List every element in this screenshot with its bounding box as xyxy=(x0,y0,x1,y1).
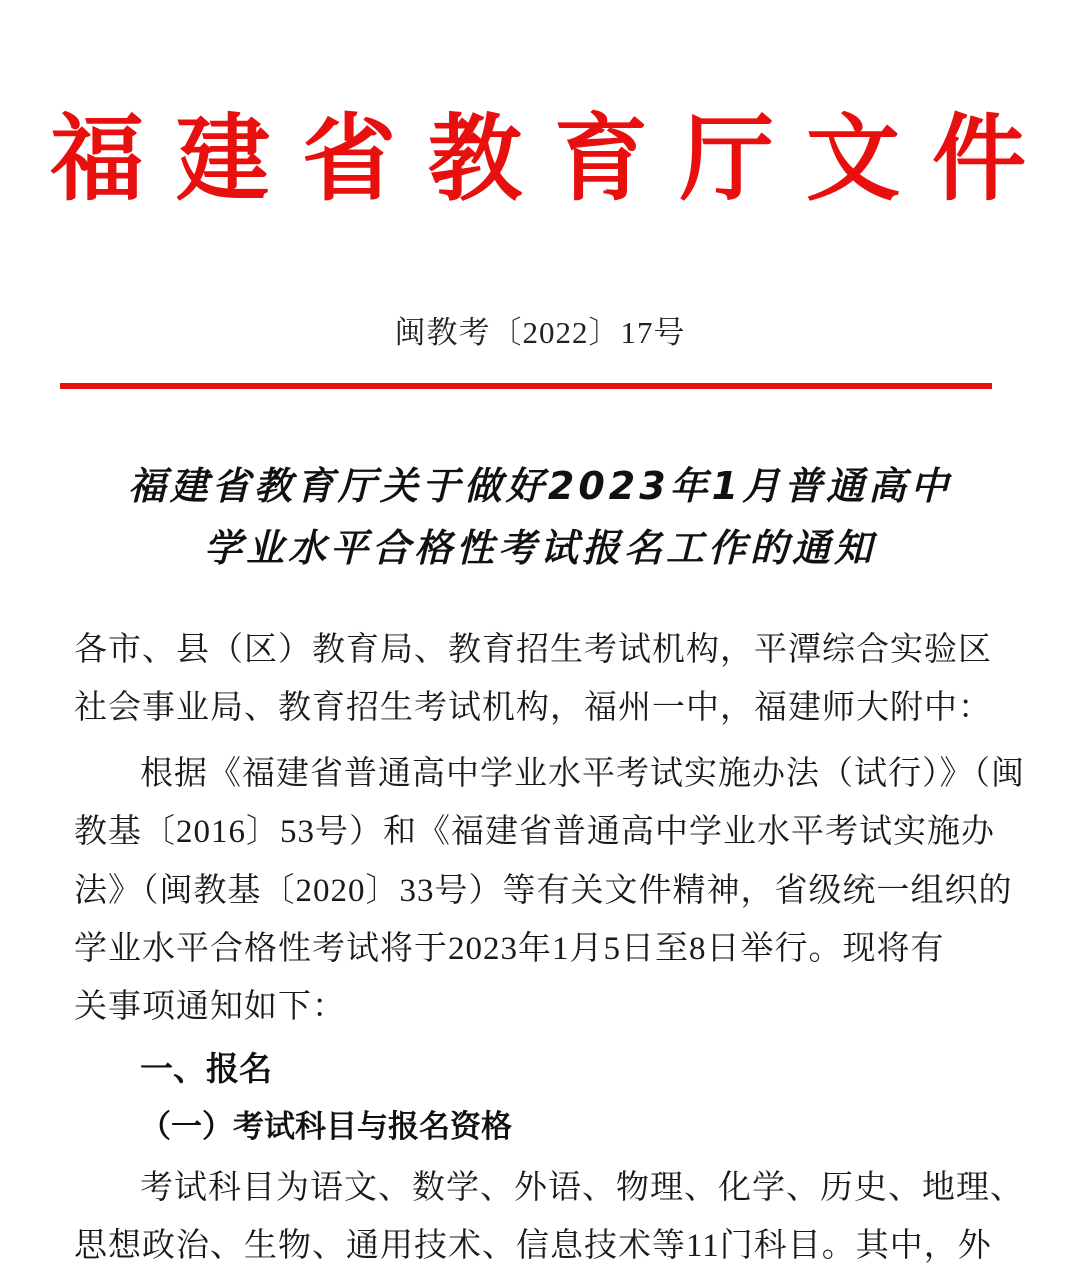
document-number: 闽教考〔2022〕17号 xyxy=(394,315,686,350)
paragraph-1-line-5: 关事项通知如下： xyxy=(74,989,346,1025)
paragraph-2-line-1: 考试科目为语文、数学、外语、物理、化学、历史、地理、 xyxy=(140,1170,1024,1206)
recipients-line-1: 各市、县（区）教育局、教育招生考试机构，平潭综合实验区 xyxy=(74,632,992,668)
subsection-heading-subjects: （一）考试科目与报名资格 xyxy=(140,1109,512,1145)
paragraph-1-line-4: 学业水平合格性考试将于2023年1月5日至8日举行。现将有 xyxy=(74,931,945,967)
letterhead-title: 福建省教育厅文件 xyxy=(50,104,1059,214)
paragraph-1-line-3: 法》（闽教基〔2020〕33号）等有关文件精神，省级统一组织的 xyxy=(74,873,1013,909)
paragraph-1-line-1: 根据《福建省普通高中学业水平考试实施办法（试行）》（闽 xyxy=(140,756,1025,792)
recipients-line-2: 社会事业局、教育招生考试机构，福州一中，福建师大附中： xyxy=(74,690,992,726)
paragraph-1-line-2: 教基〔2016〕53号）和《福建省普通高中学业水平考试实施办 xyxy=(74,814,995,850)
notice-title-line-1: 福建省教育厅关于做好2023年1月普通高中 xyxy=(127,464,953,508)
red-separator-line xyxy=(60,383,992,389)
paragraph-2-line-2: 思想政治、生物、通用技术、信息技术等11门科目。其中，外 xyxy=(74,1228,992,1264)
section-heading-registration: 一、报名 xyxy=(140,1049,272,1088)
notice-title-line-2: 学业水平合格性考试报名工作的通知 xyxy=(203,526,876,570)
